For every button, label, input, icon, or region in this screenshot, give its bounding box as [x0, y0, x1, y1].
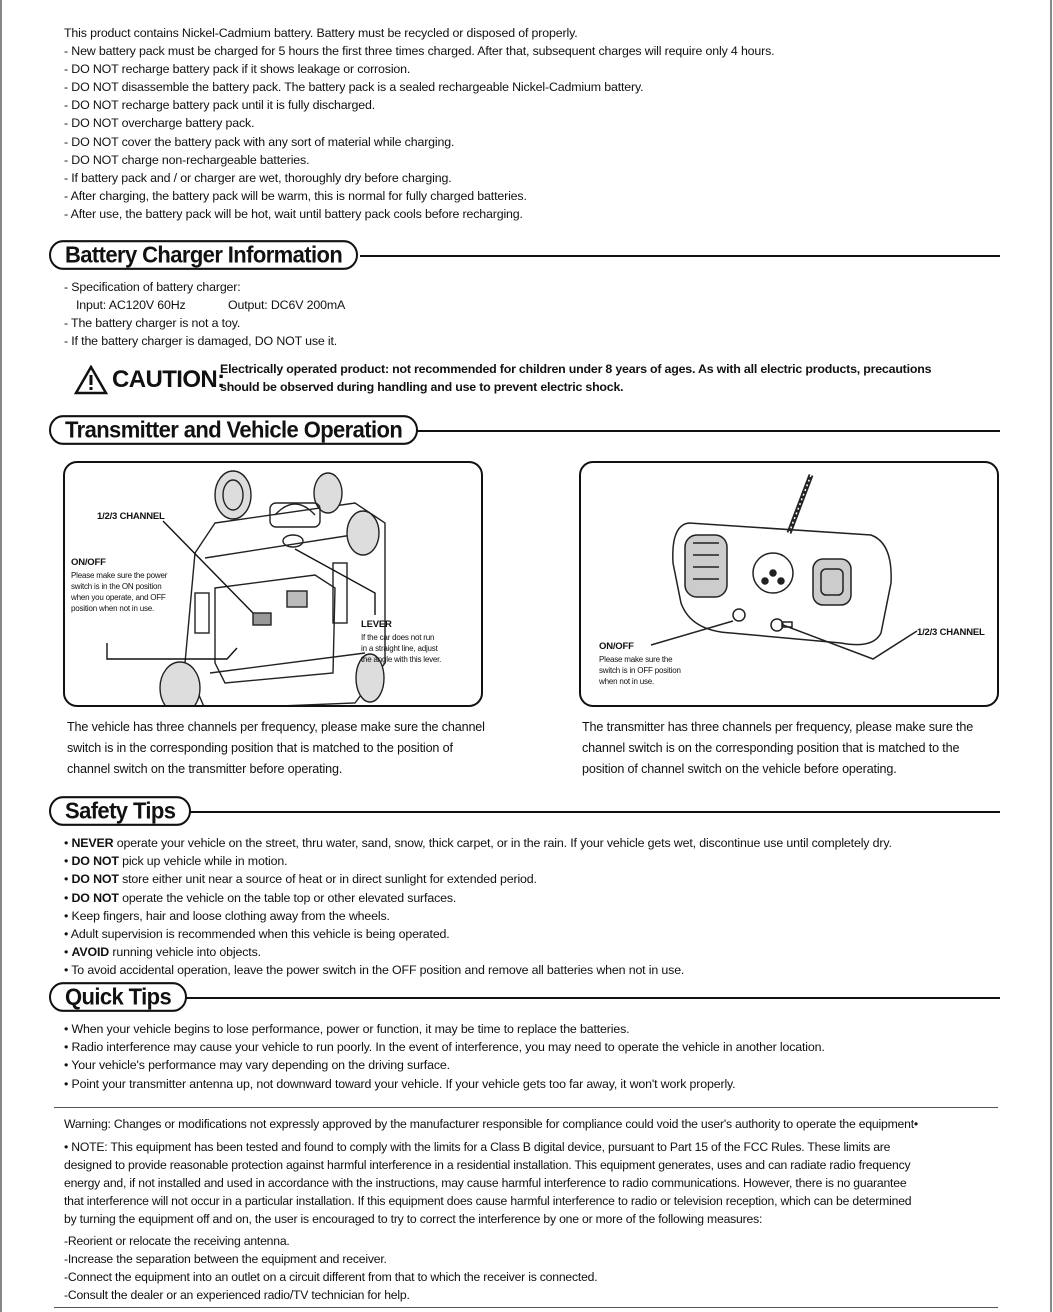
- note-line: Please make sure the: [599, 655, 673, 664]
- caution-block: [74, 360, 1014, 400]
- charger-spec-values: [64, 296, 1024, 314]
- section-operation: [49, 416, 429, 448]
- item-emphasis: DO NOT: [71, 854, 119, 869]
- battery-note: - New battery pack must be charged for 5 hours the first three times charged. After that, subsequent charges will require only 4 hours.: [64, 44, 775, 59]
- caption-line: channel switch is on the corresponding position that is matched to the: [582, 741, 960, 755]
- caution-line: Electrically operated product: not recommended for children under 8 years of ages. As with all electric products, precautions: [220, 362, 932, 376]
- list-item: • Your vehicle's performance may vary depending on the driving surface.: [64, 1058, 450, 1073]
- list-item: • Point your transmitter antenna up, not downward toward your vehicle. If your vehicle gets too far away, it won't work properly.: [64, 1076, 736, 1091]
- warning-triangle-icon: [74, 365, 108, 395]
- item-text: Your vehicle's performance may vary depending on the driving surface.: [71, 1058, 450, 1073]
- fcc-note: [64, 1138, 1014, 1228]
- charger-output: Output: DC6V 200mA: [228, 298, 346, 313]
- battery-note: - DO NOT charge non-rechargeable batteries.: [64, 152, 310, 167]
- list-item: • Adult supervision is recommended when this vehicle is being operated.: [64, 927, 450, 942]
- section-safety: [49, 797, 199, 829]
- caption-line: The transmitter has three channels per frequency, please make sure the: [582, 720, 974, 734]
- battery-note: - After use, the battery pack will be hot, wait until battery pack cools before recharging.: [64, 206, 523, 221]
- item-emphasis: DO NOT: [71, 890, 119, 905]
- caution-label: CAUTION:: [112, 366, 225, 393]
- vehicle-lever-note: [361, 632, 441, 665]
- fcc-measure: -Reorient or relocate the receiving antenna.: [64, 1234, 290, 1248]
- note-line: If the car does not run: [361, 633, 435, 642]
- fcc-measure: -Increase the separation between the equipment and receiver.: [64, 1252, 387, 1266]
- page-border-left: [0, 0, 2, 1312]
- fcc-note-line: designed to provide reasonable protection against harmful interference in a residential installation. This equipment generates, uses and can radiate radio frequency: [64, 1158, 911, 1172]
- transmitter-onoff-note: [599, 654, 681, 687]
- fcc-warning: Warning: Changes or modifications not expressly approved by the manufacturer responsible for compliance could void the user's authority to operate the equipment•: [64, 1117, 918, 1131]
- item-text: Radio interference may cause your vehicle to run poorly. In the event of interference, you may need to operate the vehicle in another location.: [71, 1040, 825, 1055]
- section-charger: [49, 241, 369, 273]
- list-item: • NEVER operate your vehicle on the street, thru water, sand, snow, thick carpet, or in the rain. If your vehicle gets wet, discontinue use until completely dry.: [64, 836, 892, 850]
- caption-line: The vehicle has three channels per frequency, please make sure the channel: [67, 720, 485, 734]
- vehicle-channel-label: 1/2/3 CHANNEL: [97, 511, 165, 522]
- item-text: operate the vehicle on the table top or other elevated surfaces.: [118, 890, 457, 905]
- battery-note: - DO NOT overcharge battery pack.: [64, 116, 255, 131]
- charger-input: Input: AC120V 60Hz: [76, 298, 186, 313]
- item-text: store either unit near a source of heat or in direct sunlight for extended period.: [118, 872, 537, 887]
- section-heading: Transmitter and Vehicle Operation: [49, 415, 418, 445]
- list-item: • When your vehicle begins to lose performance, power or function, it may be time to replace the batteries.: [64, 1022, 630, 1036]
- transmitter-onoff-label: ON/OFF: [599, 641, 634, 652]
- caption-line: channel switch on the transmitter before operating.: [67, 762, 343, 776]
- note-line: when not in use.: [599, 677, 655, 686]
- section-heading: Battery Charger Information: [49, 240, 358, 270]
- note-line: in a straight line, adjust: [361, 644, 438, 653]
- fcc-note-line: that interference will not occur in a particular installation. If this equipment does cause harmful interference to radio or television reception, which can be determined: [64, 1194, 912, 1208]
- item-text: When your vehicle begins to lose performance, power or function, it may be time to replace the batteries.: [71, 1022, 630, 1036]
- fcc-divider-bottom: [54, 1307, 998, 1308]
- caution-line: should be observed during handling and use to prevent electric shock.: [220, 380, 624, 394]
- fcc-measures: [64, 1232, 1014, 1304]
- vehicle-illustration: [63, 461, 483, 707]
- section-rule: [185, 811, 1000, 813]
- item-text: operate your vehicle on the street, thru water, sand, snow, thick carpet, or in the rain. If your vehicle gets wet, discontinue use until completely dry.: [113, 836, 892, 850]
- list-item: • DO NOT operate the vehicle on the table top or other elevated surfaces.: [64, 890, 457, 905]
- battery-note: - DO NOT disassemble the battery pack. The battery pack is a sealed rechargeable Nickel-Cadmium battery.: [64, 80, 644, 95]
- list-item: • Radio interference may cause your vehicle to run poorly. In the event of interference, you may need to operate the vehicle in another location.: [64, 1040, 825, 1055]
- item-emphasis: AVOID: [71, 945, 110, 960]
- section-quick: [49, 983, 189, 1015]
- vehicle-onoff-label: ON/OFF: [71, 557, 106, 568]
- caption-line: position of channel switch on the vehicle before operating.: [582, 762, 897, 776]
- list-item: • AVOID running vehicle into objects.: [64, 945, 261, 960]
- battery-note: - If battery pack and / or charger are wet, thoroughly dry before charging.: [64, 170, 452, 185]
- item-text: To avoid accidental operation, leave the power switch in the OFF position and remove all batteries when not in use.: [71, 963, 685, 978]
- battery-note: - DO NOT recharge battery pack until it is fully discharged.: [64, 98, 375, 113]
- page-border-right: [1050, 0, 1052, 1312]
- fcc-measure: -Consult the dealer or an experienced radio/TV technician for help.: [64, 1288, 410, 1302]
- charger-notes: [64, 278, 1024, 350]
- quick-list: [64, 1020, 1024, 1093]
- item-text: running vehicle into objects.: [109, 945, 261, 960]
- vehicle-onoff-note: [71, 570, 167, 614]
- section-rule: [360, 255, 1000, 257]
- list-item: • Keep fingers, hair and loose clothing away from the wheels.: [64, 908, 390, 923]
- section-heading: Quick Tips: [49, 982, 187, 1012]
- vehicle-caption: [67, 717, 507, 780]
- note-line: switch is in OFF position: [599, 666, 681, 675]
- item-text: Adult supervision is recommended when this vehicle is being operated.: [70, 927, 450, 942]
- note-line: switch is in the ON position: [71, 582, 162, 591]
- vehicle-lever-label: LEVER: [361, 619, 392, 630]
- note-line: when you operate, and OFF: [71, 593, 166, 602]
- section-rule: [183, 997, 1000, 999]
- transmitter-illustration: [579, 461, 999, 707]
- battery-note: - DO NOT cover the battery pack with any sort of material while charging.: [64, 134, 455, 149]
- charger-note: - If the battery charger is damaged, DO NOT use it.: [64, 334, 338, 349]
- item-text: Point your transmitter antenna up, not downward toward your vehicle. If your vehicle gets too far away, it won't work properly.: [71, 1076, 736, 1091]
- battery-notes: [64, 24, 1024, 223]
- caption-line: switch is in the corresponding position that is matched to the position of: [67, 741, 453, 755]
- fcc-note-line: energy and, if not installed and used in accordance with the instructions, may cause harmful interference to radio communications. However, there is no guarantee: [64, 1176, 907, 1190]
- battery-note: - DO NOT recharge battery pack if it shows leakage or corrosion.: [64, 62, 411, 77]
- note-line: Please make sure the power: [71, 571, 168, 580]
- note-line: the angle with this lever.: [361, 655, 442, 664]
- list-item: • To avoid accidental operation, leave the power switch in the OFF position and remove all batteries when not in use.: [64, 963, 685, 978]
- list-item: • DO NOT store either unit near a source of heat or in direct sunlight for extended period.: [64, 872, 537, 887]
- caution-text: [220, 360, 1020, 396]
- section-rule: [410, 430, 1000, 432]
- item-emphasis: DO NOT: [71, 872, 119, 887]
- fcc-note-line: by turning the equipment off and on, the user is encouraged to try to correct the interference by one or more of the following measures:: [64, 1212, 763, 1226]
- fcc-divider: [54, 1107, 998, 1108]
- charger-spec-label: - Specification of battery charger:: [64, 280, 241, 294]
- transmitter-caption: [582, 717, 1022, 780]
- battery-note: This product contains Nickel-Cadmium battery. Battery must be recycled or disposed of properly.: [64, 26, 578, 40]
- item-text: pick up vehicle while in motion.: [118, 854, 288, 869]
- charger-note: - The battery charger is not a toy.: [64, 316, 241, 331]
- section-heading: Safety Tips: [49, 796, 191, 826]
- list-item: • DO NOT pick up vehicle while in motion.: [64, 854, 288, 869]
- note-line: position when not in use.: [71, 604, 155, 613]
- safety-list: [64, 834, 1024, 980]
- battery-note: - After charging, the battery pack will be warm, this is normal for fully charged batteries.: [64, 188, 527, 203]
- item-emphasis: NEVER: [71, 836, 114, 850]
- fcc-measure: -Connect the equipment into an outlet on a circuit different from that to which the receiver is connected.: [64, 1270, 598, 1284]
- fcc-note-line: • NOTE: This equipment has been tested and found to comply with the limits for a Class B digital device, pursuant to Part 15 of the FCC Rules. These limits are: [64, 1140, 891, 1154]
- item-text: Keep fingers, hair and loose clothing away from the wheels.: [71, 908, 390, 923]
- transmitter-channel-label: 1/2/3 CHANNEL: [917, 627, 985, 638]
